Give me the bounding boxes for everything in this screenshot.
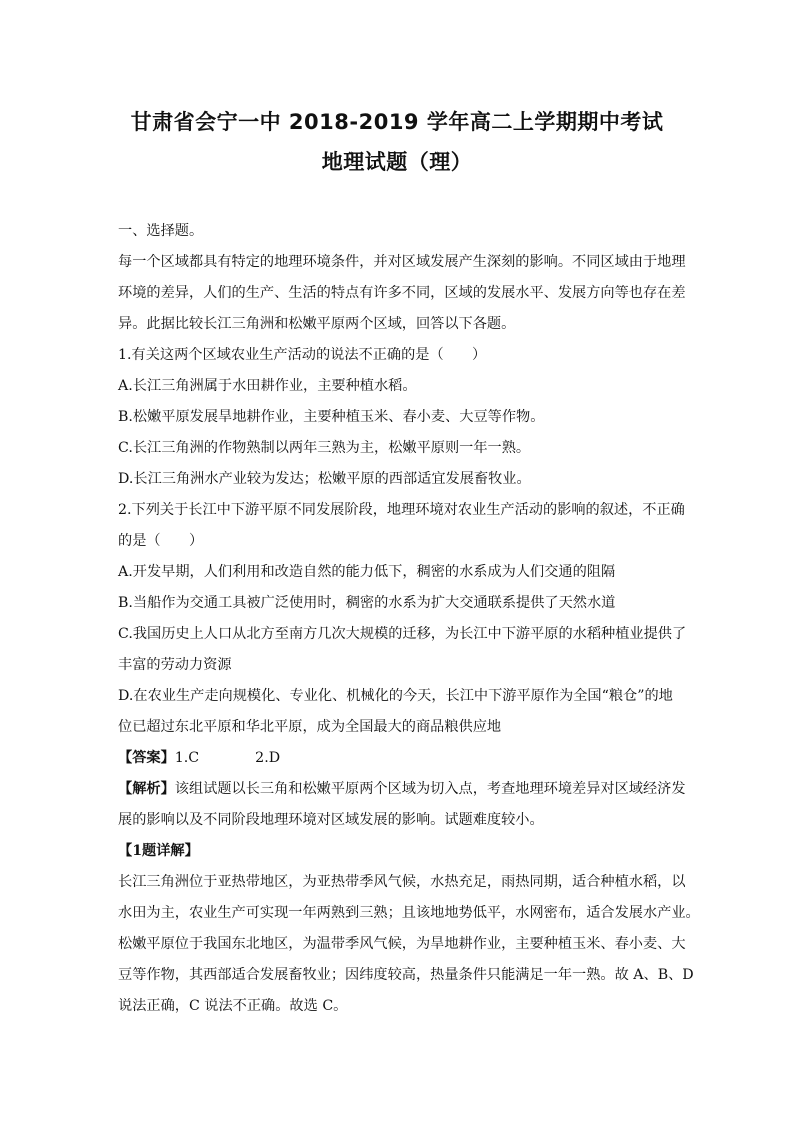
analysis-line	[118, 774, 686, 805]
detail-1-label: 【1题详解】	[118, 843, 199, 859]
detail-1-text: 豆等作物，其西部适合发展畜牧业；因纬度较高，热量条件只能满足一年一熟。故 A、B、D	[118, 967, 694, 983]
answer-1: 1.C	[174, 750, 200, 766]
intro-line: 异。此据比较长江三角洲和松嫩平原两个区域，回答以下各题。	[118, 316, 516, 332]
question-2-stem: 2.下列关于长江中下游平原不同发展阶段，地理环境对农业生产活动的影响的叙述，不正确	[118, 502, 685, 518]
answer-2: 2.D	[255, 750, 281, 766]
question-1-option-b: B.松嫩平原发展旱地耕作业，主要种植玉米、春小麦、大豆等作物。	[118, 409, 545, 425]
question-1-option-d: D.长江三角洲水产业较为发达；松嫩平原的西部适宜发展畜牧业。	[118, 471, 531, 487]
detail-1-text: 松嫩平原位于我国东北地区，为温带季风气候，为旱地耕作业，主要种植玉米、春小麦、大	[118, 936, 686, 952]
question-2-stem: 的是（ ）	[118, 533, 204, 549]
question-1-stem: 1.有关这两个区域农业生产活动的说法不正确的是（ ）	[118, 347, 487, 363]
question-2-option-a: A.开发早期，人们利用和改造自然的能力低下，稠密的水系成为人们交通的阻隔	[118, 564, 616, 580]
analysis-label: 【解析】	[118, 781, 175, 797]
question-2-option-d: 位已超过东北平原和华北平原，成为全国最大的商品粮供应地	[118, 719, 502, 735]
analysis-text: 展的影响以及不同阶段地理环境对区域发展的影响。试题难度较小。	[118, 812, 544, 828]
question-2-option-c: 丰富的劳动力资源	[118, 657, 232, 673]
question-2-option-d: D.在农业生产走向规模化、专业化、机械化的今天，长江中下游平原作为全国“粮仓”的地	[118, 688, 673, 704]
question-1-option-c: C.长江三角洲的作物熟制以两年三熟为主，松嫩平原则一年一熟。	[118, 440, 531, 456]
question-2-option-b: B.当船作为交通工具被广泛使用时，稠密的水系为扩大交通联系提供了天然水道	[118, 595, 616, 611]
question-2-option-c: C.我国历史上人口从北方至南方几次大规模的迁移，为长江中下游平原的水稻种植业提供了	[118, 626, 687, 642]
document-title: 甘肃省会宁一中 2018-2019 学年高二上学期期中考试	[130, 110, 664, 134]
answer-line	[118, 743, 680, 774]
detail-1-text: 水田为主，农业生产可实现一年两熟到三熟；且该地地势低平，水网密布，适合发展水产业。	[118, 905, 700, 921]
section-heading: 一、选择题。	[118, 223, 204, 239]
question-1-option-a: A.长江三角洲属于水田耕作业，主要种植水稻。	[118, 378, 417, 394]
document-body	[118, 216, 700, 1022]
document-subtitle: 地理试题（理）	[321, 150, 473, 174]
analysis-text: 该组试题以长三角和松嫩平原两个区域为切入点，考查地理环境差异对区域经济发	[174, 781, 686, 797]
answer-label: 【答案】	[118, 750, 175, 766]
intro-line: 环境的差异，人们的生产、生活的特点有许多不同，区域的发展水平、发展方向等也存在差	[118, 285, 686, 301]
detail-1-text: 长江三角洲位于亚热带地区，为亚热带季风气候，水热充足，雨热同期，适合种植水稻，以	[118, 874, 686, 890]
intro-line: 每一个区域都具有特定的地理环境条件，并对区域发展产生深刻的影响。不同区域由于地理	[118, 254, 686, 270]
detail-1-text: 说法正确，C 说法不正确。故选 C。	[118, 998, 348, 1014]
